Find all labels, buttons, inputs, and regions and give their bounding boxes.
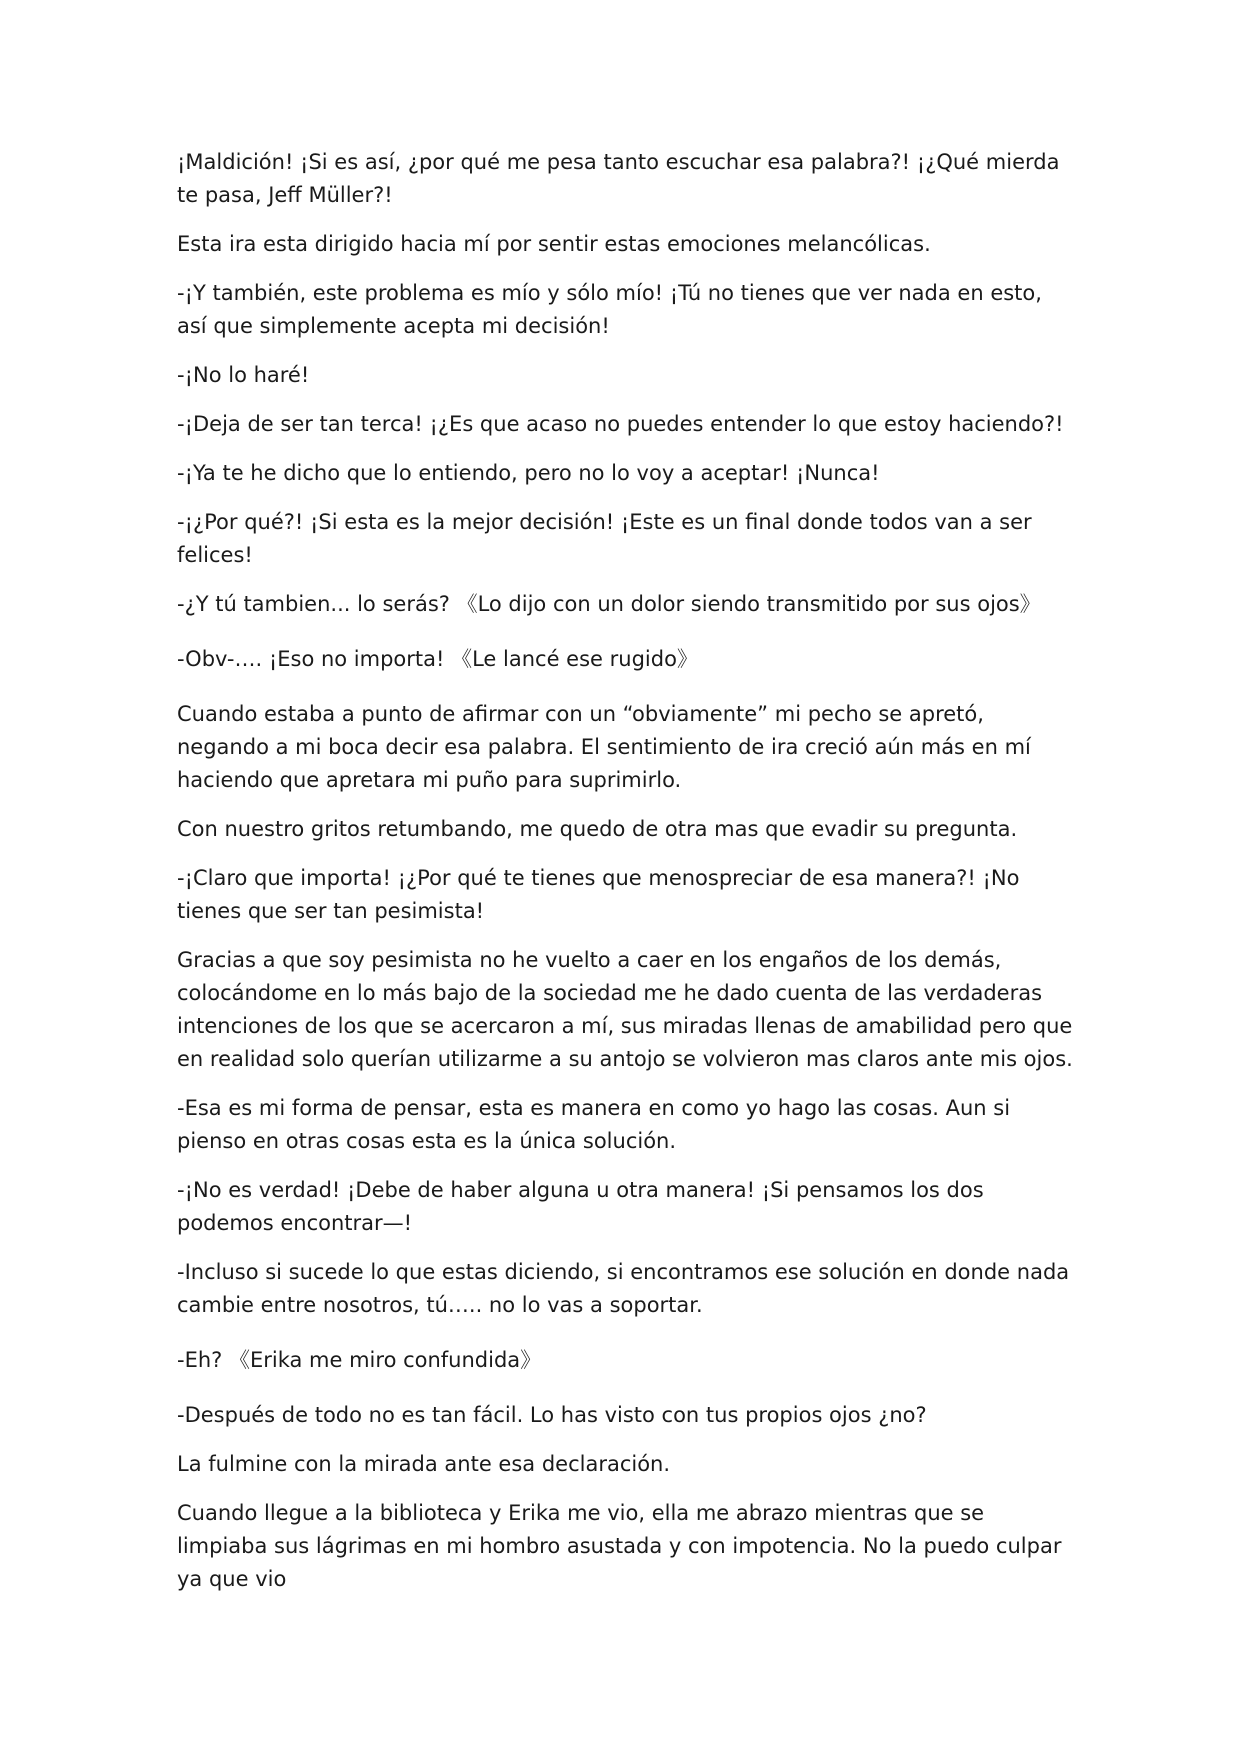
paragraph: La fulmine con la mirada ante esa declaración. (177, 1452, 671, 1476)
paragraph: -¡Deja de ser tan terca! ¡¿Es que acaso no puedes entender lo que estoy haciendo?! (177, 412, 1064, 436)
paragraph: -Incluso si sucede lo que estas diciendo, si encontramos ese solución en donde nada cambie entre nosotros, tú….. no lo vas a soportar. (177, 1260, 1070, 1317)
paragraph: -¡Claro que importa! ¡¿Por qué te tienes que menospreciar de esa manera?! ¡No tienes que ser tan pesimista! (177, 866, 1020, 923)
paragraph: -¡No es verdad! ¡Debe de haber alguna u otra manera! ¡Si pensamos los dos podemos encontrar—! (177, 1178, 984, 1235)
paragraph: Gracias a que soy pesimista no he vuelto a caer en los engaños de los demás, colocándome en lo más bajo de la sociedad me he dado cuenta de las verdaderas intenciones de los que se acercaron a mí, sus miradas llenas de amabilidad pero que en realidad solo querían utilizarme a su antojo se volvieron mas claros ante mis ojos. (177, 948, 1073, 1071)
document-body (177, 146, 1075, 1612)
paragraph: -¡¿Por qué?! ¡Si esta es la mejor decisión! ¡Este es un final donde todos van a ser felices! (177, 510, 1032, 567)
paragraph: -¡No lo haré! (177, 363, 310, 387)
paragraph: -Esa es mi forma de pensar, esta es manera en como yo hago las cosas. Aun si pienso en otras cosas esta es la única solución. (177, 1096, 1011, 1153)
paragraph: -Eh? 《Erika me miro confundida》 (177, 1348, 542, 1372)
paragraph: Con nuestro gritos retumbando, me quedo de otra mas que evadir su pregunta. (177, 817, 1018, 841)
paragraph: -¡Y también, este problema es mío y sólo mío! ¡Tú no tienes que ver nada en esto, así que simplemente acepta mi decisión! (177, 281, 1042, 338)
paragraph: -¿Y tú tambien... lo serás? 《Lo dijo con un dolor siendo transmitido por sus ojos》 (177, 592, 1041, 616)
paragraph: Esta ira esta dirigido hacia mí por sentir estas emociones melancólicas. (177, 232, 931, 256)
paragraph: Cuando estaba a punto de afirmar con un “obviamente” mi pecho se apretó, negando a mi boca decir esa palabra. El sentimiento de ira creció aún más en mí haciendo que apretara mi puño para suprimirlo. (177, 702, 1031, 792)
paragraph: -¡Ya te he dicho que lo entiendo, pero no lo voy a aceptar! ¡Nunca! (177, 461, 880, 485)
paragraph: -Después de todo no es tan fácil. Lo has visto con tus propios ojos ¿no? (177, 1403, 927, 1427)
paragraph: -Obv-…. ¡Eso no importa! 《Le lancé ese rugido》 (177, 647, 698, 671)
paragraph: Cuando llegue a la biblioteca y Erika me vio, ella me abrazo mientras que se limpiaba sus lágrimas en mi hombro asustada y con impotencia. No la puedo culpar ya que vio (177, 1501, 1062, 1591)
paragraph: ¡Maldición! ¡Si es así, ¿por qué me pesa tanto escuchar esa palabra?! ¡¿Qué mierda te pasa, Jeff Müller?! (177, 150, 1060, 207)
